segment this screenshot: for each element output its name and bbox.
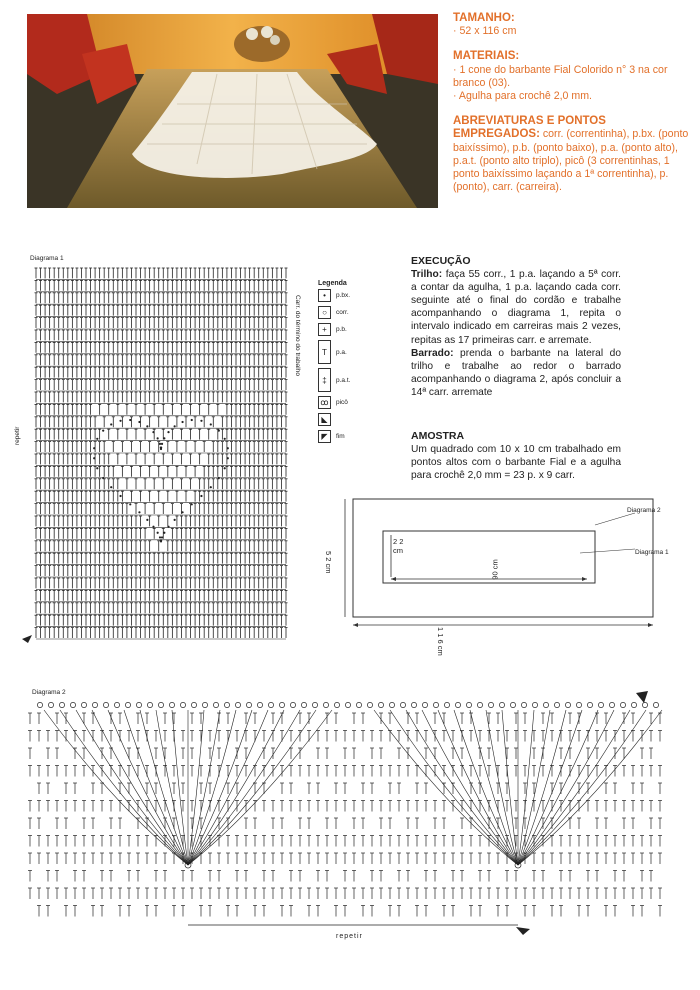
inner-width-label: 90 cm bbox=[490, 559, 500, 580]
outer-height-label: 5 2 cm bbox=[324, 551, 333, 574]
materials-item-2: · Agulha para crochê 2,0 mm. bbox=[453, 90, 592, 103]
dimension-scheme bbox=[324, 495, 685, 656]
materials-title: MATERIAIS: bbox=[453, 50, 520, 63]
legend-item bbox=[318, 411, 368, 428]
abbreviations-text: corr. (correntinha), p.bx. (ponto baixíssimo), p.b. (ponto baixo), p.a. (ponto alto), p.a.t. (ponto alto triplo), picô (3 correntinhas, 1 ponto baixíssimo laçando a 1ª correntinha), p. (ponto), carr. (carreira). bbox=[453, 128, 689, 194]
legend-item: ꝏ picô bbox=[318, 394, 368, 411]
legend-item: + p.b. bbox=[318, 321, 368, 338]
abbreviations-title: ABREVIATURAS E PONTOS EMPREGADOS: bbox=[453, 115, 606, 141]
barrado-label: Barrado: bbox=[411, 347, 454, 359]
double-crochet-icon: T bbox=[318, 340, 331, 364]
barrado-text: prenda o barbante na lateral do trilho e trabalhe ao redor o barrado acompanhando o diagrama 2, após concluir a 14ª carr. arremate bbox=[411, 347, 621, 398]
inner-height-label: 2 2 cm bbox=[393, 537, 404, 555]
info-panel bbox=[453, 12, 691, 206]
diagram-2 bbox=[18, 685, 688, 950]
legend-item: ○ corr. bbox=[318, 304, 368, 321]
diagram-1 bbox=[14, 255, 308, 655]
diagram-1-side-label: Carr. do término do trabalho bbox=[294, 295, 301, 376]
legend-title: Legenda bbox=[318, 280, 347, 287]
trilho-text: faça 55 corr., 1 p.a. laçando a 5ª corr. a contar da agulha, 1 p.a. laçando cada corr. seguinte até o final do cordão e trabalhe acompanhando o diagrama 1, repita o intervalo indicado em carreiras mais 2 vezes, repitas as 17 primeiras carr. e arremate. bbox=[411, 269, 621, 346]
legend-item: T p.a. bbox=[318, 338, 368, 366]
diagram-2-repeat-label: repetir bbox=[336, 933, 363, 940]
diagram-1-label: Diagrama 1 bbox=[30, 255, 64, 262]
sample-section bbox=[411, 430, 621, 482]
table-runner-photo bbox=[27, 14, 438, 208]
size-title: TAMANHO: bbox=[453, 12, 515, 24]
execution-section bbox=[411, 255, 621, 399]
diagram-1-chart bbox=[18, 255, 308, 655]
legend-item: • p.bx. bbox=[318, 287, 368, 304]
sample-title: AMOSTRA bbox=[411, 430, 465, 442]
trilho-label: Trilho: bbox=[411, 269, 443, 281]
picot-icon: ꝏ bbox=[318, 396, 331, 409]
start-arrow-icon: ◣ bbox=[318, 413, 331, 426]
execution-title: EXECUÇÃO bbox=[411, 255, 471, 267]
materials-item-1: · 1 cone do barbante Fial Colorido n° 3 na cor branco (03). bbox=[453, 63, 668, 89]
legend-item: ◤ fim bbox=[318, 428, 368, 445]
size-value: · 52 x 116 cm bbox=[453, 25, 517, 38]
triple-crochet-icon: ‡ bbox=[318, 368, 331, 392]
legend-item: ‡ p.a.t. bbox=[318, 366, 368, 394]
outer-width-label: 1 1 6 cm bbox=[436, 627, 445, 656]
diagram-2-chart bbox=[18, 685, 688, 950]
end-arrow-icon: ◤ bbox=[318, 430, 331, 443]
diagram-1-repeat-label: repetir bbox=[14, 426, 21, 445]
diagram-2-label: Diagrama 2 bbox=[32, 689, 66, 696]
scheme-diagram-1-label: Diagrama 1 bbox=[635, 549, 669, 556]
slip-stitch-icon: • bbox=[318, 289, 331, 302]
single-crochet-icon: + bbox=[318, 323, 331, 336]
sample-text: Um quadrado com 10 x 10 cm trabalhado em pontos altos com o barbante Fial e a agulha para crochê 2,0 mm = 23 p. x 9 carr. bbox=[411, 444, 621, 482]
scheme-diagram-2-label: Diagrama 2 bbox=[627, 507, 661, 514]
legend bbox=[318, 280, 368, 445]
chain-icon: ○ bbox=[318, 306, 331, 319]
